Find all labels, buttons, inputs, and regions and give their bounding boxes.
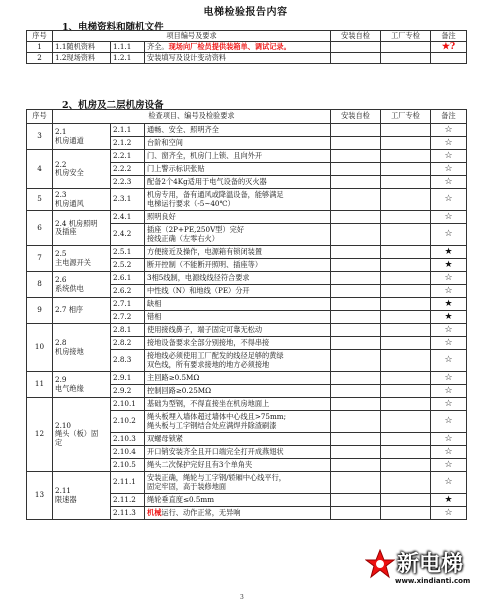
self-check-cell[interactable] [331,298,381,311]
row-requirement: 双螺母锁紧 [145,433,331,446]
remark-mark: ☆ [431,459,467,472]
self-check-cell[interactable] [331,459,381,472]
row-requirement: 照明良好 [145,211,331,224]
table-header-row [27,110,467,124]
remark-mark: ☆ [431,337,467,350]
row-code: 2.9.2 [111,385,145,398]
row-requirement: 门、窗齐全，机房门上锁、且向外开 [145,150,331,163]
factory-check-cell[interactable] [381,411,431,433]
row-code: 2.5.2 [111,259,145,272]
remark-mark: ★? [431,42,467,53]
factory-check-cell[interactable] [381,472,431,494]
remark-mark [431,53,467,64]
factory-check-cell[interactable] [381,163,431,176]
factory-check-cell[interactable] [381,372,431,385]
remark-mark: ☆ [431,137,467,150]
self-check-cell[interactable] [331,507,381,520]
row-code: 2.10.2 [111,411,145,433]
factory-check-cell[interactable] [381,189,431,211]
row-requirement: 错相 [145,311,331,324]
remark-mark: ☆ [431,433,467,446]
remark-mark: ★ [431,311,467,324]
row-code: 2.4.1 [111,211,145,224]
remark-mark: ☆ [431,472,467,494]
row-code: 2.8.2 [111,337,145,350]
self-check-cell[interactable] [331,189,381,211]
row-requirement: 绳头板埋入墙体超过墙体中心线且>75mm; 绳头板与工字钢结合处应满焊并除渣刷漆 [145,411,331,433]
row-item: 2.9 电气绝缘 [53,372,111,398]
self-check-cell[interactable] [331,211,381,224]
remark-mark: ☆ [431,285,467,298]
self-check-cell[interactable] [331,411,381,433]
self-check-cell[interactable] [331,472,381,494]
factory-check-cell[interactable] [381,211,431,224]
table-row [27,372,467,385]
self-check-cell[interactable] [331,350,381,372]
row-code: 2.2.2 [111,163,145,176]
remark-mark: ★ [431,246,467,259]
row-requirement: 接地线必须使用工厂配发的线径足够的黄绿 双色线，所有要求接地的地方必须接地 [145,350,331,372]
row-requirement: 绳头二次保护完好且有3个单角夹 [145,459,331,472]
remark-mark: ☆ [431,189,467,211]
remark-mark: ☆ [431,176,467,189]
row-code: 2.2.3 [111,176,145,189]
row-code: 2.7.2 [111,311,145,324]
row-item: 2.3 机房通风 [53,189,111,211]
col-item: 检查项目、编号及检验要求 [53,110,331,124]
row-item: 2.6 系统供电 [53,272,111,298]
remark-mark: ☆ [431,272,467,285]
requirement-text: 运行、动作正常，无异响 [161,507,241,517]
col-item: 项目编号及要求 [53,31,331,42]
table-row [27,298,467,311]
factory-check-cell[interactable] [381,350,431,372]
factory-check-cell[interactable] [381,176,431,189]
row-code: 2.11.1 [111,472,145,494]
row-requirement: 基础为型钢，不得直接坐在机房地面上 [145,398,331,411]
col-self-check: 安装自检 [331,110,381,124]
row-seq: 7 [27,246,53,272]
row-seq: 8 [27,272,53,298]
self-check-cell[interactable] [331,150,381,163]
table-documents [26,30,467,64]
row-code: 2.4.2 [111,224,145,246]
row-item: 2.10 绳头（板）固 定 [53,398,111,472]
remark-mark: ☆ [431,224,467,246]
factory-check-cell[interactable] [381,311,431,324]
row-code: 2.8.3 [111,350,145,372]
remark-mark: ★ [431,259,467,272]
row-seq: 5 [27,189,53,211]
row-requirement: 绳轮垂直度≤0.5mm [145,494,331,507]
self-check-cell[interactable] [331,176,381,189]
col-factory-check: 工厂专检 [381,110,431,124]
factory-check-cell[interactable] [381,433,431,446]
row-code: 2.10.1 [111,398,145,411]
self-check-cell[interactable] [331,285,381,298]
self-check-cell[interactable] [331,42,381,53]
row-seq: 13 [27,472,53,520]
table-row [27,211,467,224]
page-number: 3 [240,594,244,601]
document-title: 电梯检验报告内容 [203,7,288,18]
table-machine-room [26,109,467,520]
col-seq: 序号 [27,110,53,124]
row-requirement: 断开控制（不能断开照明、插座等） [145,259,331,272]
row-code: 2.1.1 [111,124,145,137]
row-code: 2.6.2 [111,285,145,298]
remark-mark: ☆ [431,124,467,137]
red-requirement: 机械 [147,507,162,517]
self-check-cell[interactable] [331,224,381,246]
row-requirement: 门上警示标识张贴 [145,163,331,176]
self-check-cell[interactable] [331,246,381,259]
factory-check-cell[interactable] [381,324,431,337]
red-requirement: 现场向厂检员提供装箱单、调试记录。 [168,42,291,51]
factory-check-cell[interactable] [381,337,431,350]
row-requirement: 安装正确，绳轮与工字钢/轿厢中心线平行， 固定牢固，高于装修地面 [145,472,331,494]
factory-check-cell[interactable] [381,446,431,459]
col-remark: 备注 [431,110,467,124]
logo-url: www.xindianti.com [395,577,471,585]
row-code: 2.5.1 [111,246,145,259]
factory-check-cell[interactable] [381,224,431,246]
row-item: 2.5 主电源开关 [53,246,111,272]
table-row [27,272,467,285]
remark-mark: ★ [431,494,467,507]
remark-mark: ☆ [431,324,467,337]
row-requirement: 缺相 [145,298,331,311]
row-requirement: 方便接近及操作，电源箱有锁闭装置 [145,246,331,259]
self-check-cell[interactable] [331,446,381,459]
remark-mark: ☆ [431,411,467,433]
factory-check-cell[interactable] [381,53,431,64]
row-item: 2.8 机房接地 [53,324,111,372]
section-2-heading: 2、机房及二层机房设备 [62,100,164,111]
row-code: 2.9.1 [111,372,145,385]
col-self-check: 安装自检 [331,31,381,42]
row-requirement: 插座（2P+PE,250V型）完好 接线正确（左零右火） [145,224,331,246]
remark-mark: ☆ [431,350,467,372]
row-requirement: 开口销安装齐全且开口端完全打开成燕翅状 [145,446,331,459]
factory-check-cell[interactable] [381,398,431,411]
table-row [27,124,467,137]
row-item: 2.11 限速器 [53,472,111,520]
factory-check-cell[interactable] [381,124,431,137]
factory-check-cell[interactable] [381,459,431,472]
factory-check-cell[interactable] [381,285,431,298]
table-row: 2 1.2现场资料 1.2.1 安装填写及设计变动资料 [27,53,467,64]
self-check-cell[interactable] [331,398,381,411]
row-requirement: 使用接线鼻子，端子固定可靠无松动 [145,324,331,337]
remark-mark: ☆ [431,507,467,520]
row-requirement: 通畅、安全、照明齐全 [145,124,331,137]
factory-check-cell[interactable] [381,42,431,53]
row-code: 2.10.4 [111,446,145,459]
self-check-cell[interactable] [331,259,381,272]
factory-check-cell[interactable] [381,494,431,507]
row-code: 2.10.5 [111,459,145,472]
col-remark: 备注 [431,31,467,42]
self-check-cell[interactable] [331,163,381,176]
self-check-cell[interactable] [331,53,381,64]
col-seq: 序号 [27,31,53,42]
factory-check-cell[interactable] [381,272,431,285]
row-requirement: 台阶和空间 [145,137,331,150]
row-seq: 9 [27,298,53,324]
self-check-cell[interactable] [331,337,381,350]
row-code: 2.11.2 [111,494,145,507]
self-check-cell[interactable] [331,494,381,507]
row-code: 2.2.1 [111,150,145,163]
remark-mark: ★ [431,298,467,311]
logo-star-icon [365,549,395,579]
row-code: 2.8.1 [111,324,145,337]
row-item: 2.1 机房通道 [53,124,111,150]
row-code: 2.10.3 [111,433,145,446]
row-requirement: 3相5线制，电源线线径符合要求 [145,272,331,285]
self-check-cell[interactable] [331,324,381,337]
col-factory-check: 工厂专检 [381,31,431,42]
remark-mark: ☆ [431,150,467,163]
watermark-logo [365,549,485,593]
table-row [27,246,467,259]
section-1-heading: 1、电梯资料和随机文件 [62,22,164,33]
table-row [27,398,467,411]
row-seq: 4 [27,150,53,189]
row-requirement: 主回路≥0.5MΩ [145,372,331,385]
row-code: 2.6.1 [111,272,145,285]
row-requirement [145,507,331,520]
remark-mark: ☆ [431,446,467,459]
row-item: 2.7 相序 [53,298,111,324]
row-item: 2.2 机房安全 [53,150,111,189]
remark-mark: ☆ [431,372,467,385]
row-code: 2.3.1 [111,189,145,211]
row-requirement: 控制回路≥0.25MΩ [145,385,331,398]
remark-mark: ☆ [431,211,467,224]
remark-mark: ☆ [431,163,467,176]
table-row [27,472,467,494]
factory-check-cell[interactable] [381,259,431,272]
factory-check-cell[interactable] [381,150,431,163]
row-code: 2.7.1 [111,298,145,311]
self-check-cell[interactable] [331,311,381,324]
remark-mark: ☆ [431,398,467,411]
remark-mark: ☆ [431,385,467,398]
row-seq: 6 [27,211,53,246]
row-seq: 11 [27,372,53,398]
self-check-cell[interactable] [331,372,381,385]
table-row [27,150,467,163]
self-check-cell[interactable] [331,137,381,150]
self-check-cell[interactable] [331,272,381,285]
row-seq: 12 [27,398,53,472]
row-requirement: 接地设备要求全部分别接地，不得串接 [145,337,331,350]
row-seq: 3 [27,124,53,150]
factory-check-cell[interactable] [381,298,431,311]
row-requirement: 配备2个4Kg适用于电气设备的灭火器 [145,176,331,189]
row-requirement: 机房专用，备有通风或降温设备，能够满足 电梯运行要求（-5~40℃） [145,189,331,211]
self-check-cell[interactable] [331,385,381,398]
self-check-cell[interactable] [331,433,381,446]
row-code: 2.11.3 [111,507,145,520]
factory-check-cell[interactable] [381,385,431,398]
factory-check-cell[interactable] [381,507,431,520]
row-code: 2.1.2 [111,137,145,150]
factory-check-cell[interactable] [381,246,431,259]
row-requirement: 中性线（N）和地线（PE）分开 [145,285,331,298]
row-item: 2.4 机房照明 及插座 [53,211,111,246]
logo-text: 新电梯 [397,552,464,577]
table-header-row [27,31,467,42]
self-check-cell[interactable] [331,124,381,137]
table-row [27,324,467,337]
row-seq: 10 [27,324,53,372]
factory-check-cell[interactable] [381,137,431,150]
table-row: 1 1.1随机资料 1.1.1 齐全。现场向厂检员提供装箱单、调试记录。 ★? [27,42,467,53]
table-row [27,189,467,211]
